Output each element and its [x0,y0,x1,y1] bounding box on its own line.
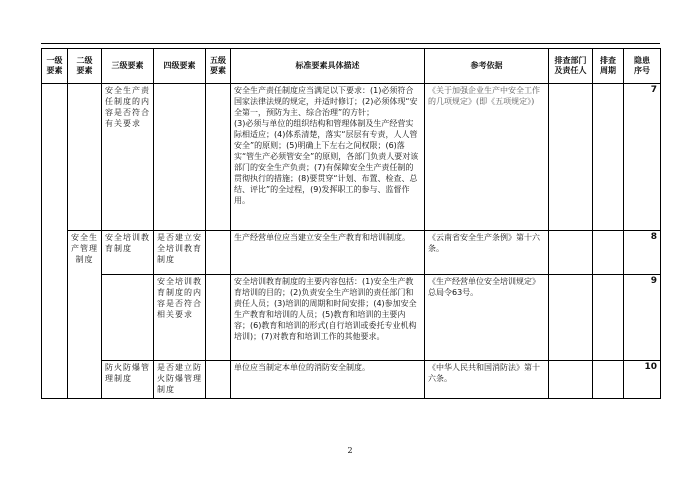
header-row [42,49,661,84]
table-row [42,275,661,361]
header-description: 标准要素具体描述 [231,49,425,84]
level3-cell: 安全生产责任制度的内容是否符合有关要求 [102,84,154,231]
level5-cell [206,231,231,275]
hazard-number: 8 [624,231,661,275]
cycle-cell [593,84,624,231]
header-level5: 五级 要素 [206,49,231,84]
description-cell: 生产经营单位应当建立安全生产教育和培训制度。 [231,231,425,275]
department-cell [549,361,593,399]
level5-cell [206,275,231,361]
basis-cell: 《生产经营单位安全培训规定》总局令63号。 [425,275,549,361]
description-cell [231,84,425,231]
hazard-number: 10 [624,361,661,399]
cycle-cell [593,231,624,275]
cycle-cell [593,361,624,399]
header-level3: 三级要素 [102,49,154,84]
cycle-cell [593,275,624,361]
description-cell: 单位应当制定本单位的消防安全制度。 [231,361,425,399]
department-cell [549,231,593,275]
description-line: 安全生产责任制度应当满足以下要求：(1)必须符合国家法律法规的规定，并适时修订；(2)必须体现“安全第一，预防为主、综合治理”的方针； [234,86,418,117]
header-hazard-no: 隐患 序号 [624,49,661,84]
page-number: 2 [347,446,353,455]
header-department: 排查部门 及责任人 [549,49,593,84]
level4-cell: 是否建立安全培训教育制度 [154,231,206,275]
table-row [42,361,661,399]
department-cell [549,275,593,361]
hazard-number: 7 [624,84,661,231]
department-cell [549,84,593,231]
level4-cell: 安全培训教育制度的内容是否符合相关要求 [154,275,206,361]
table-row [42,231,661,275]
header-cycle: 排查 周期 [593,49,624,84]
description-cell: 安全培训教育制度的主要内容包括：(1)安全生产教育培训的目的；(2)负责安全生产培训的责任部门和责任人员；(3)培训的周期和时间安排；(4)参加安全生产教育和培训的人员；(5)教育和培训的主要内容；(6)教育和培训的形式(自行培训或委托专业机构培训)；(7)对教育和培训工作的其他要求。 [231,275,425,361]
top-rule [41,43,660,44]
level4-cell: 是否建立防火防爆管理制度 [154,361,206,399]
basis-cell: 《云南省安全生产条例》第十六条。 [425,231,549,275]
header-level2: 二级 要素 [68,49,102,84]
level5-cell [206,361,231,399]
header-basis: 参考依据 [425,49,549,84]
level3-cell: 安全培训教育制度 [102,231,154,275]
level2-cell-top [68,84,102,231]
level3-cell [102,275,154,361]
level2-cell: 安全生产管理制度 [68,231,102,399]
level5-cell [206,84,231,231]
basis-cell: 《中华人民共和国消防法》第十六条。 [425,361,549,399]
hazard-number: 9 [624,275,661,361]
level4-cell [154,84,206,231]
header-level4: 四级要素 [154,49,206,84]
header-level1: 一级 要素 [42,49,68,84]
level3-cell: 防火防爆管理制度 [102,361,154,399]
table-row [42,84,661,231]
hazard-checklist-table [41,48,661,399]
level1-cell [42,84,68,399]
description-line: (3)必须与单位的组织结构和管理体制及生产经营实际相适应；(4)体系清楚，落实“层层有专责，人人管安全”的原则；(5)明确上下左右之间权限；(6)落实“管生产必须管安全”的原则，各部门负责人要对该部门的安全生产负责；(7)有保障安全生产责任制的贯彻执行的措施；(8)要贯穿“计划、布置、检查、总结、评比”的全过程，(9)发挥职工的参与、监督作用。 [234,119,419,205]
basis-cell: 《关于加强企业生产中安全工作的几项规定》(即《五项规定》) [425,84,549,231]
